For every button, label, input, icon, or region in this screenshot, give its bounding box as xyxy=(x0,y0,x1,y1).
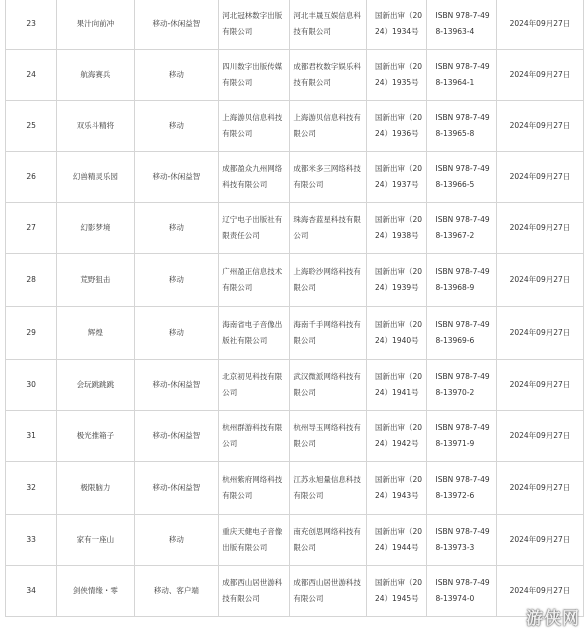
operator-cell: 杭州导玉网络科技有限公司 xyxy=(290,411,367,462)
watermark-logo xyxy=(526,604,580,629)
table-row xyxy=(6,203,584,254)
approval-date-cell: 2024年09月27日 xyxy=(496,152,583,203)
approval-number-cell: 国新出审（2024）1942号 xyxy=(367,411,427,462)
row-number-cell: 29 xyxy=(6,307,57,360)
approval-date-cell: 2024年09月27日 xyxy=(496,462,583,515)
operator-cell: 成都君枚数字娱乐科技有限公司 xyxy=(290,50,367,101)
approval-number-cell: 国新出审（2024）1945号 xyxy=(367,566,427,617)
game-name-cell: 极限脑力 xyxy=(57,462,134,515)
game-name-cell: 果汁向前冲 xyxy=(57,0,134,50)
approval-date-cell: 2024年09月27日 xyxy=(496,515,583,566)
table-row xyxy=(6,0,584,50)
approval-date-cell: 2024年09月27日 xyxy=(496,203,583,254)
game-name-cell: 航海赛兵 xyxy=(57,50,134,101)
game-name-cell: 幻兽精灵乐园 xyxy=(57,152,134,203)
isbn-cell: ISBN 978-7-498-13974-0 xyxy=(427,566,496,617)
game-type-cell: 移动-休闲益智 xyxy=(134,0,219,50)
game-name-cell: 辉煌 xyxy=(57,307,134,360)
isbn-cell: ISBN 978-7-498-13970-2 xyxy=(427,360,496,411)
publisher-cell: 成都西山居世游科技有限公司 xyxy=(219,566,290,617)
table-row xyxy=(6,360,584,411)
approval-number-cell: 国新出审（2024）1943号 xyxy=(367,462,427,515)
publisher-cell: 北京初见科技有限公司 xyxy=(219,360,290,411)
approval-date-cell: 2024年09月27日 xyxy=(496,307,583,360)
operator-cell: 南充创思网络科技有限公司 xyxy=(290,515,367,566)
approval-date-cell: 2024年09月27日 xyxy=(496,411,583,462)
game-type-cell: 移动-休闲益智 xyxy=(134,360,219,411)
row-number-cell: 33 xyxy=(6,515,57,566)
approval-number-cell: 国新出审（2024）1937号 xyxy=(367,152,427,203)
row-number-cell: 30 xyxy=(6,360,57,411)
game-type-cell: 移动 xyxy=(134,101,219,152)
row-number-cell: 28 xyxy=(6,254,57,307)
approval-date-cell: 2024年09月27日 xyxy=(496,360,583,411)
approval-date-cell: 2024年09月27日 xyxy=(496,0,583,50)
approval-number-cell: 国新出审（2024）1941号 xyxy=(367,360,427,411)
table-row xyxy=(6,411,584,462)
isbn-cell: ISBN 978-7-498-13967-2 xyxy=(427,203,496,254)
game-type-cell: 移动 xyxy=(134,50,219,101)
row-number-cell: 26 xyxy=(6,152,57,203)
table-row xyxy=(6,254,584,307)
operator-cell: 上海聆沙网络科技有限公司 xyxy=(290,254,367,307)
operator-cell: 成都米多三网络科技有限公司 xyxy=(290,152,367,203)
operator-cell: 上海游贝信息科技有限公司 xyxy=(290,101,367,152)
operator-cell: 珠海杏蓝星科技有限公司 xyxy=(290,203,367,254)
game-type-cell: 移动-休闲益智 xyxy=(134,462,219,515)
row-number-cell: 23 xyxy=(6,0,57,50)
game-type-cell: 移动 xyxy=(134,307,219,360)
table-body xyxy=(6,0,584,617)
isbn-cell: ISBN 978-7-498-13963-4 xyxy=(427,0,496,50)
game-type-cell: 移动 xyxy=(134,254,219,307)
game-name-cell: 会玩跳跳跳 xyxy=(57,360,134,411)
isbn-cell: ISBN 978-7-498-13965-8 xyxy=(427,101,496,152)
publisher-cell: 辽宁电子出版社有限责任公司 xyxy=(219,203,290,254)
table-row xyxy=(6,152,584,203)
isbn-cell: ISBN 978-7-498-13966-5 xyxy=(427,152,496,203)
row-number-cell: 27 xyxy=(6,203,57,254)
table-row xyxy=(6,515,584,566)
table-row xyxy=(6,566,584,617)
isbn-cell: ISBN 978-7-498-13971-9 xyxy=(427,411,496,462)
approval-number-cell: 国新出审（2024）1935号 xyxy=(367,50,427,101)
isbn-cell: ISBN 978-7-498-13972-6 xyxy=(427,462,496,515)
table-row xyxy=(6,101,584,152)
row-number-cell: 25 xyxy=(6,101,57,152)
publisher-cell: 上海游贝信息科技有限公司 xyxy=(219,101,290,152)
table-row xyxy=(6,307,584,360)
approval-number-cell: 国新出审（2024）1936号 xyxy=(367,101,427,152)
game-name-cell: 家有一座山 xyxy=(57,515,134,566)
operator-cell: 江苏永旭量信息科技有限公司 xyxy=(290,462,367,515)
game-type-cell: 移动 xyxy=(134,203,219,254)
publisher-cell: 杭州群游科技有限公司 xyxy=(219,411,290,462)
row-number-cell: 31 xyxy=(6,411,57,462)
publisher-cell: 重庆天健电子音像出版有限公司 xyxy=(219,515,290,566)
approval-number-cell: 国新出审（2024）1944号 xyxy=(367,515,427,566)
approval-date-cell: 2024年09月27日 xyxy=(496,50,583,101)
game-name-cell: 荒野狙击 xyxy=(57,254,134,307)
isbn-cell: ISBN 978-7-498-13968-9 xyxy=(427,254,496,307)
game-name-cell: 剑侠情缘・零 xyxy=(57,566,134,617)
row-number-cell: 32 xyxy=(6,462,57,515)
game-approval-table xyxy=(5,0,584,617)
isbn-cell: ISBN 978-7-498-13964-1 xyxy=(427,50,496,101)
game-type-cell: 移动-休闲益智 xyxy=(134,411,219,462)
approval-number-cell: 国新出审（2024）1939号 xyxy=(367,254,427,307)
row-number-cell: 34 xyxy=(6,566,57,617)
operator-cell: 武汉微派网络科技有限公司 xyxy=(290,360,367,411)
game-type-cell: 移动、客户端 xyxy=(134,566,219,617)
game-name-cell: 双乐斗精将 xyxy=(57,101,134,152)
game-type-cell: 移动-休闲益智 xyxy=(134,152,219,203)
operator-cell: 海南千手网络科技有限公司 xyxy=(290,307,367,360)
approval-number-cell: 国新出审（2024）1938号 xyxy=(367,203,427,254)
game-type-cell: 移动 xyxy=(134,515,219,566)
publisher-cell: 广州盈正信息技术有限公司 xyxy=(219,254,290,307)
watermark-text: 游侠网 xyxy=(526,609,580,629)
publisher-cell: 四川数字出版传媒有限公司 xyxy=(219,50,290,101)
publisher-cell: 杭州紫府网络科技有限公司 xyxy=(219,462,290,515)
approval-number-cell: 国新出审（2024）1934号 xyxy=(367,0,427,50)
game-name-cell: 极光推箱子 xyxy=(57,411,134,462)
table-row xyxy=(6,50,584,101)
operator-cell: 成都西山居世游科技有限公司 xyxy=(290,566,367,617)
table-row xyxy=(6,462,584,515)
isbn-cell: ISBN 978-7-498-13973-3 xyxy=(427,515,496,566)
publisher-cell: 成都盈众九州网络科技有限公司 xyxy=(219,152,290,203)
approval-date-cell: 2024年09月27日 xyxy=(496,566,583,617)
isbn-cell: ISBN 978-7-498-13969-6 xyxy=(427,307,496,360)
operator-cell: 河北丰晟互娱信息科技有限公司 xyxy=(290,0,367,50)
publisher-cell: 海南省电子音像出版社有限公司 xyxy=(219,307,290,360)
approval-date-cell: 2024年09月27日 xyxy=(496,254,583,307)
row-number-cell: 24 xyxy=(6,50,57,101)
game-name-cell: 幻影梦境 xyxy=(57,203,134,254)
approval-number-cell: 国新出审（2024）1940号 xyxy=(367,307,427,360)
publisher-cell: 河北冠林数字出版有限公司 xyxy=(219,0,290,50)
approval-date-cell: 2024年09月27日 xyxy=(496,101,583,152)
